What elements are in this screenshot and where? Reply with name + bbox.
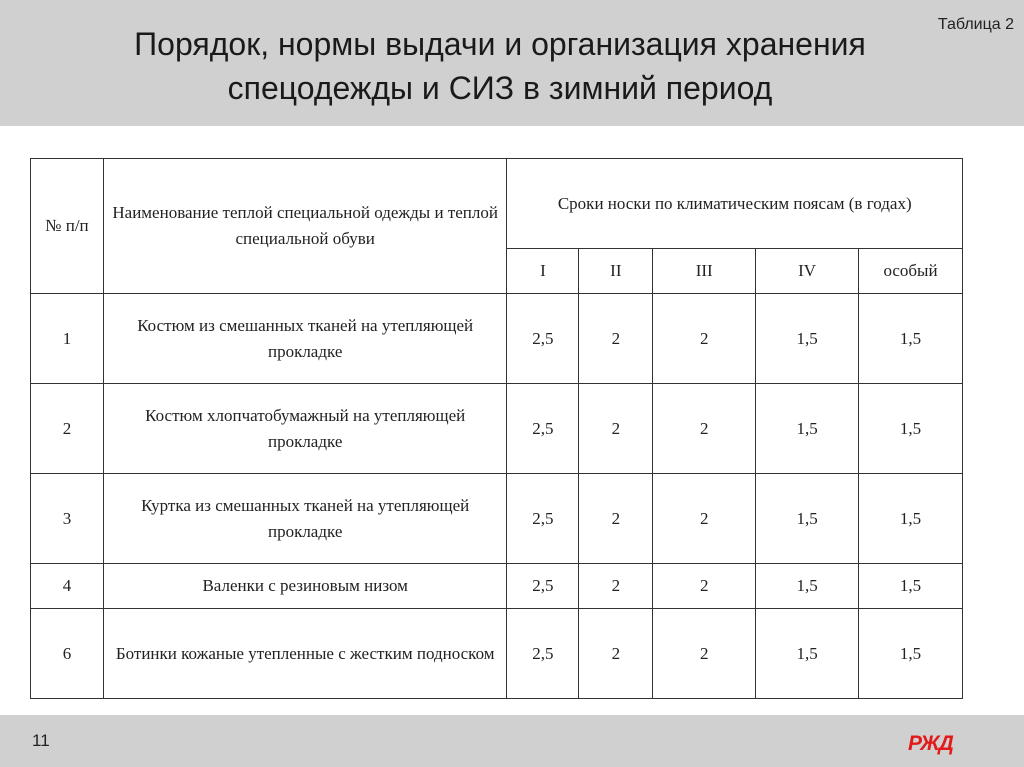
row-value: 2 [579,384,653,474]
row-value: 1,5 [859,384,963,474]
header-name: Наименование теплой специальной одежды и теплой специальной обуви [103,159,507,294]
table-row [31,474,963,564]
rzd-logo-icon [906,727,966,757]
header-row [31,159,963,249]
row-value: 2 [579,609,653,699]
row-value: 1,5 [859,474,963,564]
table-row [31,294,963,384]
zone-header: особый [859,249,963,294]
norms-table [30,158,963,699]
table-row [31,609,963,699]
zone-header: I [507,249,579,294]
row-num: 1 [31,294,104,384]
row-value: 1,5 [756,474,859,564]
row-value: 1,5 [859,609,963,699]
row-value: 2 [579,474,653,564]
row-value: 1,5 [756,294,859,384]
zone-header: III [653,249,756,294]
row-value: 1,5 [756,609,859,699]
row-value: 2 [653,609,756,699]
row-value: 2 [653,294,756,384]
row-value: 2,5 [507,609,579,699]
svg-text:РЖД: РЖД [908,732,953,755]
row-name: Куртка из смешанных тканей на утепляющей прокладке [103,474,507,564]
table-label: Таблица 2 [937,16,1014,33]
zone-header: II [579,249,653,294]
row-name: Костюм из смешанных тканей на утепляющей прокладке [103,294,507,384]
row-value: 2 [653,564,756,609]
row-value: 2 [653,474,756,564]
table-row [31,564,963,609]
row-name: Костюм хлопчатобумажный на утепляющей прокладке [103,384,507,474]
row-name: Валенки с резиновым низом [103,564,507,609]
row-value: 2,5 [507,564,579,609]
row-num: 4 [31,564,104,609]
row-value: 2,5 [507,384,579,474]
header-periods: Сроки носки по климатическим поясам (в годах) [507,159,963,249]
row-num: 2 [31,384,104,474]
slide-title [60,22,940,110]
header-num: № п/п [31,159,104,294]
row-value: 1,5 [756,384,859,474]
row-value: 2 [579,294,653,384]
footer-band [0,715,1024,767]
row-num: 6 [31,609,104,699]
row-value: 2 [579,564,653,609]
row-value: 2,5 [507,474,579,564]
page-number: 11 [32,731,50,750]
row-num: 3 [31,474,104,564]
row-value: 1,5 [859,294,963,384]
title-line-2: спецодежды и СИЗ в зимний период [227,70,773,106]
row-name: Ботинки кожаные утепленные с жестким подноском [103,609,507,699]
title-line-1: Порядок, нормы выдачи и организация хранения [134,26,866,62]
row-value: 1,5 [756,564,859,609]
table-row [31,384,963,474]
row-value: 1,5 [859,564,963,609]
zone-header: IV [756,249,859,294]
row-value: 2 [653,384,756,474]
row-value: 2,5 [507,294,579,384]
